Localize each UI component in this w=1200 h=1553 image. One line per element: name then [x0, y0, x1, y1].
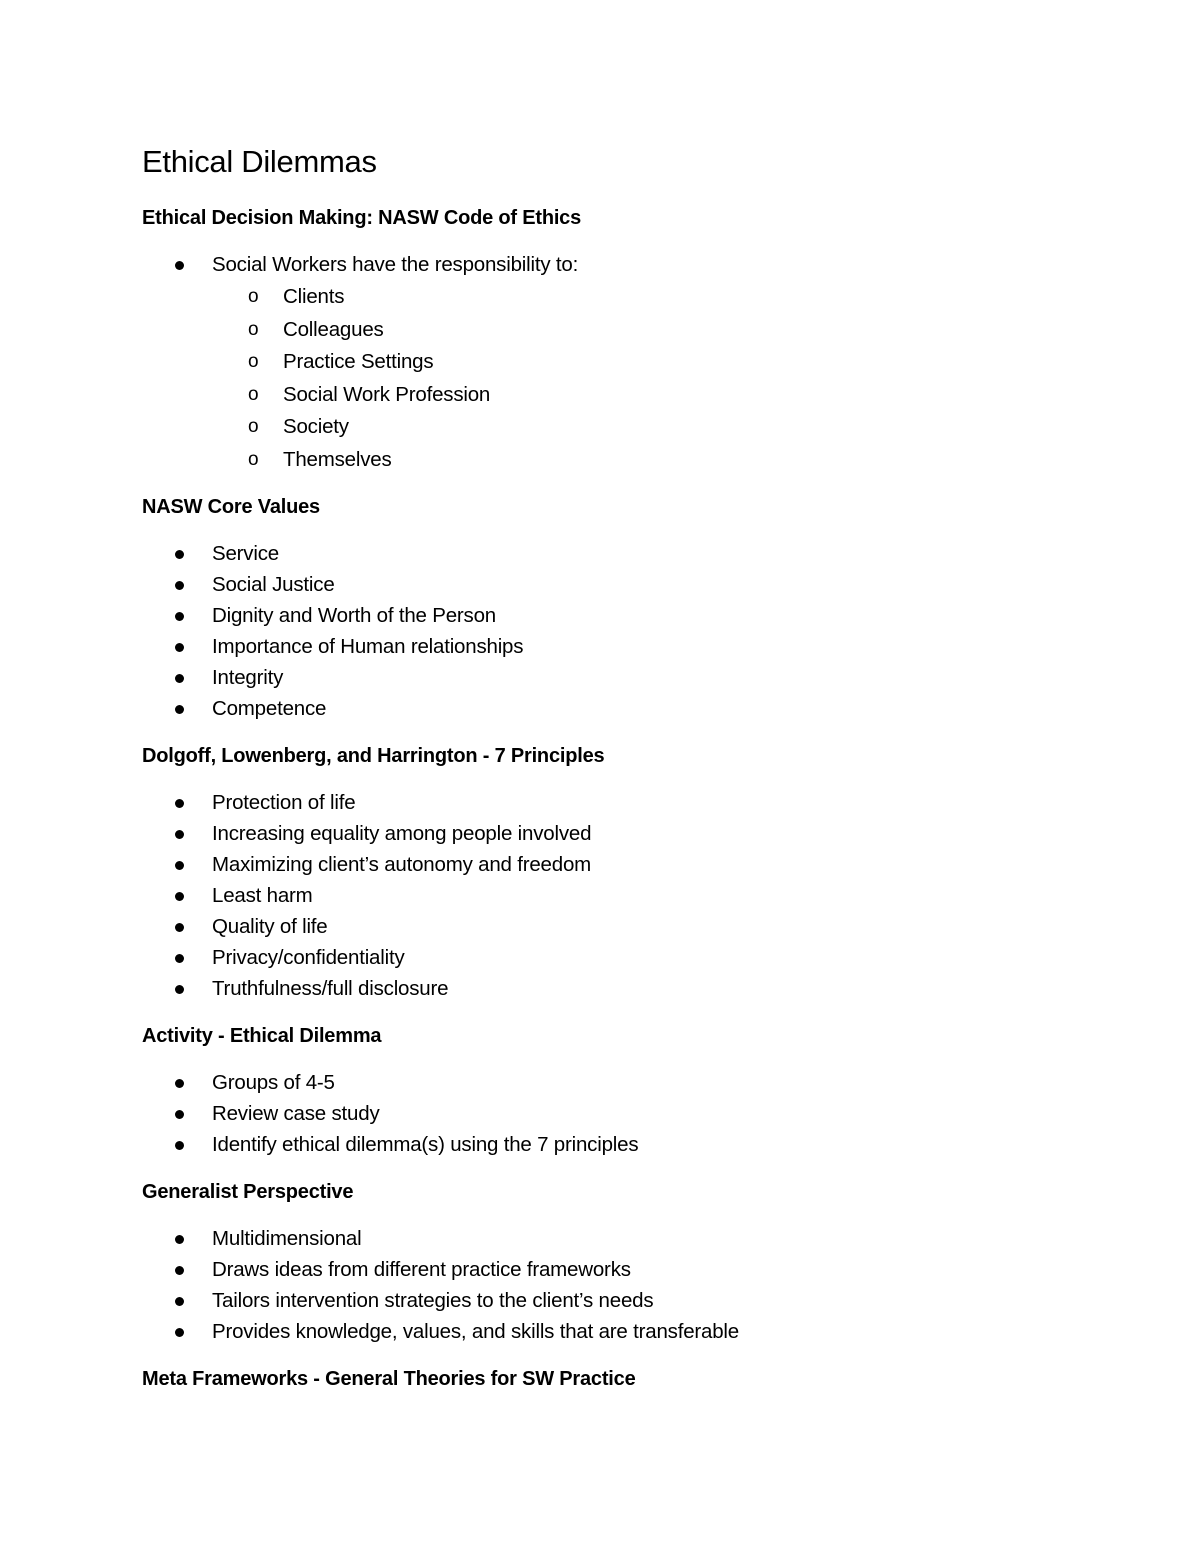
sub-list-item-text: Clients [283, 285, 345, 308]
bullet-icon [175, 612, 184, 621]
hollow-bullet-icon: o [248, 351, 259, 372]
bullet-icon [175, 1079, 184, 1088]
bullet-icon [175, 550, 184, 559]
bullet-icon [175, 1110, 184, 1119]
document-page [142, 0, 1142, 1553]
bullet-icon [175, 1328, 184, 1337]
bullet-icon [175, 892, 184, 901]
bullet-icon [175, 643, 184, 652]
hollow-bullet-icon: o [248, 318, 259, 340]
list-item-text: Dignity and Worth of the Person [212, 604, 496, 627]
bullet-icon [175, 1141, 184, 1150]
list-item-text: Identify ethical dilemma(s) using the 7 principles [212, 1133, 639, 1156]
list-item-text: Draws ideas from different practice frameworks [212, 1258, 631, 1281]
bullet-icon [175, 1297, 184, 1306]
bullet-icon [175, 985, 184, 994]
hollow-bullet-icon: o [248, 286, 259, 307]
list-item-text: Social Justice [212, 573, 335, 596]
list-item-text: Truthfulness/full disclosure [212, 977, 449, 1000]
list-item-text: Privacy/confidentiality [212, 946, 405, 969]
hollow-bullet-icon: o [248, 383, 259, 405]
bullet-icon [175, 954, 184, 963]
document-title: Ethical Dilemmas [142, 144, 377, 179]
list-item-text: Increasing equality among people involved [212, 822, 592, 845]
list-item-text: Tailors intervention strategies to the client’s needs [212, 1289, 654, 1312]
section-heading: NASW Core Values [142, 496, 320, 518]
list-item-text: Maximizing client’s autonomy and freedom [212, 853, 592, 876]
sub-list-item-text: Themselves [283, 447, 392, 471]
list-item-text: Least harm [212, 884, 313, 907]
bullet-icon [175, 830, 184, 839]
list-item-text: Integrity [212, 666, 284, 689]
list-item-text: Social Workers have the responsibility to: [212, 253, 579, 276]
section-heading: Dolgoff, Lowenberg, and Harrington - 7 Principles [142, 745, 605, 767]
sub-list-item-text: Social Work Profession [283, 382, 491, 406]
section-heading: Generalist Perspective [142, 1181, 354, 1203]
list-item-text: Quality of life [212, 915, 328, 938]
hollow-bullet-icon: o [248, 448, 259, 470]
bullet-icon [175, 1266, 184, 1275]
bullet-icon [175, 674, 184, 683]
sub-list-item-text: Society [283, 415, 349, 438]
sub-list-item-text: Colleagues [283, 317, 384, 341]
section-heading: Meta Frameworks - General Theories for SW Practice [142, 1368, 636, 1390]
bullet-icon [175, 799, 184, 808]
bullet-icon [175, 861, 184, 870]
list-item-text: Protection of life [212, 791, 356, 814]
bullet-icon [175, 705, 184, 714]
list-item-text: Review case study [212, 1102, 380, 1125]
hollow-bullet-icon: o [248, 416, 259, 437]
section-heading: Activity - Ethical Dilemma [142, 1025, 382, 1047]
bullet-icon [175, 1235, 184, 1244]
section-heading: Ethical Decision Making: NASW Code of Ethics [142, 207, 582, 229]
list-item-text: Groups of 4-5 [212, 1071, 335, 1094]
bullet-icon [175, 923, 184, 932]
bullet-icon [175, 581, 184, 590]
list-item-text: Competence [212, 697, 327, 720]
list-item-text: Importance of Human relationships [212, 635, 524, 658]
list-item-text: Multidimensional [212, 1227, 362, 1250]
sub-list-item-text: Practice Settings [283, 350, 434, 373]
list-item-text: Provides knowledge, values, and skills that are transferable [212, 1320, 739, 1343]
bullet-icon [175, 261, 184, 270]
list-item-text: Service [212, 542, 279, 565]
